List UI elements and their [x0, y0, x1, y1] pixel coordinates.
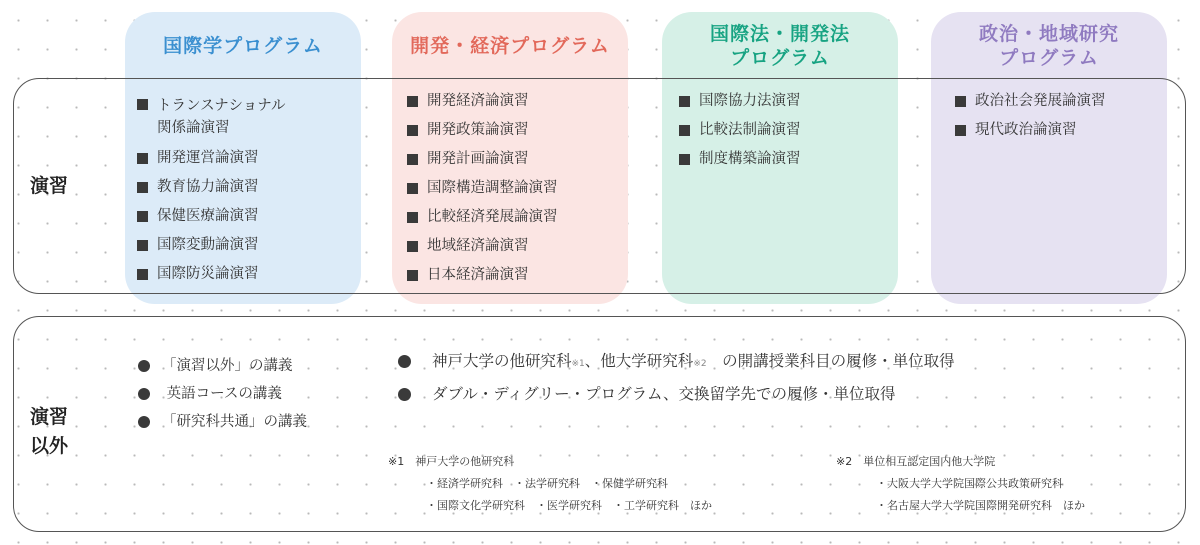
seminar-item-label: 現代政治論演習 — [975, 122, 1077, 138]
footnote-line: ・名古屋大学大学院国際開発研究科 ほか — [876, 499, 1085, 512]
seminar-item — [407, 92, 558, 111]
seminar-item-label: 教育協力論演習 — [157, 179, 259, 195]
lecture-item-label: 「研究科共通」の講義 — [162, 414, 307, 430]
footnote-mark: ※1 — [571, 359, 585, 369]
row-label-seminar: 演習 — [30, 175, 69, 197]
seminar-item-label: トランスナショナル 関係論演習 — [157, 98, 286, 136]
lecture-item-label: 「演習以外」の講義 — [162, 358, 293, 374]
seminar-item — [407, 179, 558, 198]
seminar-item-label: 比較法制論演習 — [699, 122, 801, 138]
seminar-item — [407, 208, 558, 227]
lecture-item-label: 英語コースの講義 — [162, 386, 282, 402]
external-credit-item — [398, 383, 955, 405]
seminar-list-seiji-chiiki — [955, 92, 1106, 150]
seminar-item — [137, 236, 285, 255]
row-label-line: 演習 — [30, 406, 69, 428]
footnote-line: ・国際文化学研究科 ・医学研究科 ・工学研究科 ほか — [426, 499, 712, 512]
seminar-item-label: 国際防災論演習 — [157, 266, 259, 282]
footnote-line: ・大阪大学大学院国際公共政策研究科 — [876, 477, 1063, 490]
program-title-line: プログラム — [999, 47, 1099, 69]
external-credit-text: ダブル・ディグリー・プログラム、交換留学先での履修・単位取得 — [432, 385, 896, 403]
seminar-item — [137, 178, 285, 197]
seminar-item — [679, 92, 801, 111]
footnote-mark: ※2 — [693, 359, 707, 369]
seminar-item-label: 国際変動論演習 — [157, 237, 259, 253]
seminar-item — [407, 237, 558, 256]
program-title — [931, 22, 1167, 70]
program-title-line: プログラム — [730, 47, 830, 69]
row-label-non-seminar — [30, 403, 68, 461]
footnote-title: ※1 神戸大学の他研究科 — [388, 455, 515, 468]
seminar-item-label: 比較経済発展論演習 — [427, 209, 558, 225]
program-title: 開発・経済プログラム — [410, 35, 610, 57]
seminar-item — [137, 265, 285, 284]
program-title-line: 政治・地域研究 — [978, 23, 1119, 45]
external-credit-text: 、他大学研究科 — [584, 352, 694, 370]
external-credit-text: 神戸大学の他研究科 — [432, 352, 572, 370]
seminar-item — [407, 266, 558, 285]
program-title: 国際学プログラム — [163, 35, 323, 57]
seminar-item-label: 日本経済論演習 — [427, 267, 529, 283]
footnote-2 — [836, 453, 1085, 514]
seminar-item-label: 制度構築論演習 — [699, 151, 801, 167]
footnote-1 — [388, 453, 712, 514]
seminar-item-label: 開発政策論演習 — [427, 122, 529, 138]
seminar-item-label: 政治社会発展論演習 — [975, 93, 1106, 109]
seminar-item — [407, 121, 558, 140]
seminar-item-label: 開発経済論演習 — [427, 93, 529, 109]
lecture-item — [138, 356, 307, 376]
non-seminar-lecture-list — [138, 356, 307, 440]
seminar-list-kaihatsu-keizai — [407, 92, 558, 295]
seminar-item — [137, 207, 285, 226]
program-title — [662, 22, 898, 70]
footnote-title: ※2 単位相互認定国内他大学院 — [836, 455, 996, 468]
seminar-item — [955, 92, 1106, 111]
seminar-item-label: 開発計画論演習 — [427, 151, 529, 167]
external-credit-item — [398, 350, 955, 375]
seminar-item — [679, 150, 801, 169]
seminar-list-kokusaiho — [679, 92, 801, 179]
seminar-item — [955, 121, 1106, 140]
program-title-line: 国際法・開発法 — [709, 23, 850, 45]
seminar-item-label: 国際協力法演習 — [699, 93, 801, 109]
seminar-item — [137, 149, 285, 168]
seminar-item-label: 保健医療論演習 — [157, 208, 259, 224]
seminar-item — [407, 150, 558, 169]
footnote-line: ・経済学研究科 ・法学研究科 ・保健学研究科 — [426, 477, 668, 490]
external-credit-text: の開講授業科目の履修・単位取得 — [706, 352, 955, 370]
seminar-item — [679, 121, 801, 140]
seminar-item-label: 開発運営論演習 — [157, 150, 259, 166]
seminar-list-kokusaigaku — [137, 95, 285, 294]
external-credit-list — [398, 350, 955, 413]
lecture-item — [138, 412, 307, 432]
lecture-item — [138, 384, 307, 404]
seminar-item — [137, 95, 285, 139]
row-label-line: 以外 — [30, 435, 69, 457]
seminar-item-label: 地域経済論演習 — [427, 238, 529, 254]
seminar-item-label: 国際構造調整論演習 — [427, 180, 558, 196]
